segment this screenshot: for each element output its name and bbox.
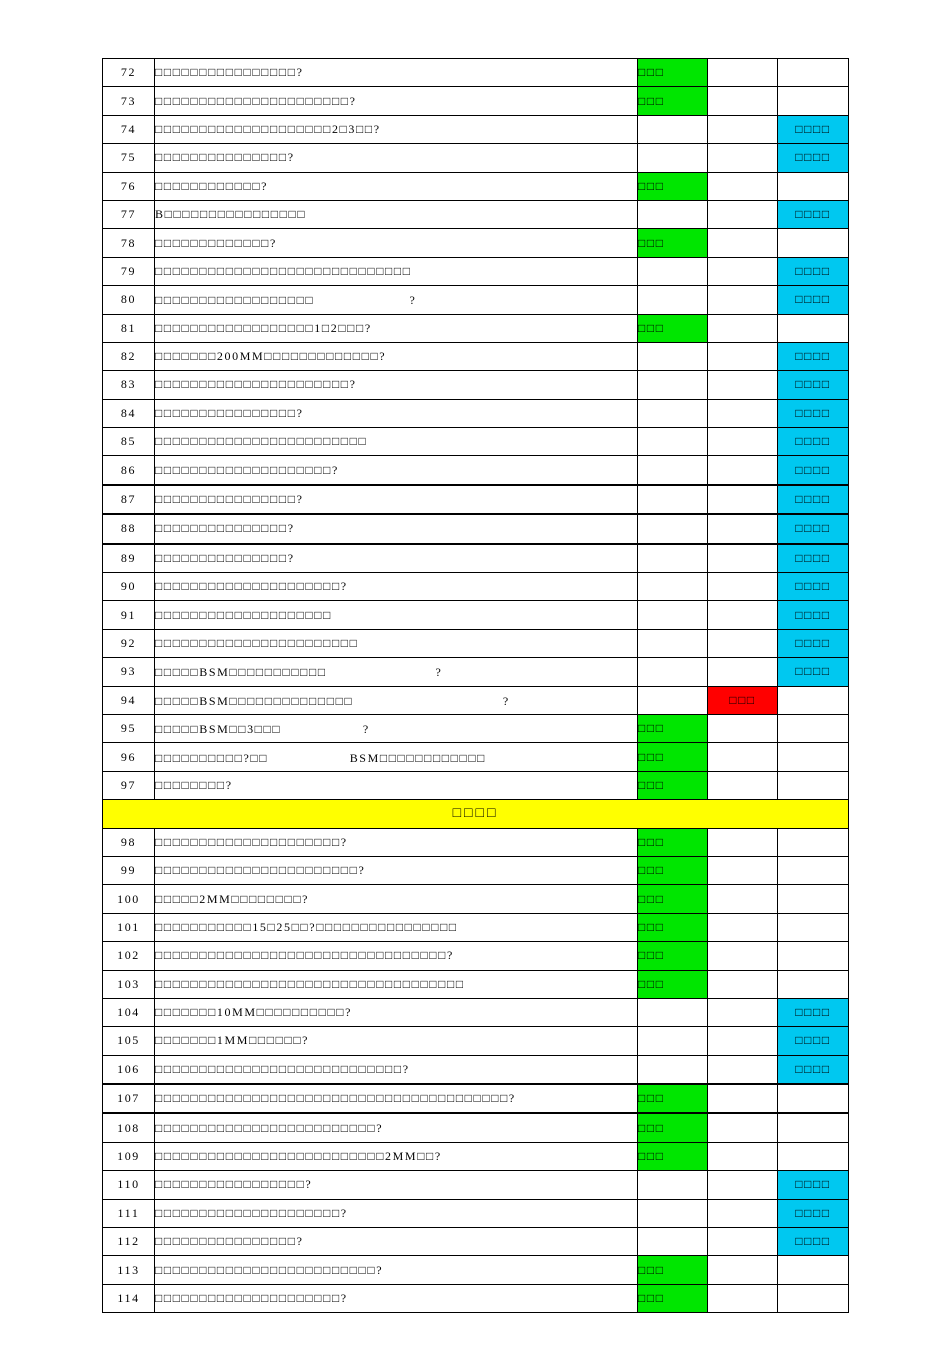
item-description: □□□□□□□□□□□□□□□□□□□□□□□?	[155, 856, 638, 884]
status-cell-empty	[708, 59, 778, 87]
status-cell-blue: □□□□	[778, 998, 849, 1026]
item-description: □□□□□□□□□□□□□□□□□□□□□□□□□□□□□	[155, 257, 638, 285]
item-description: □□□□□□□□□□□□□□□□?	[155, 485, 638, 514]
table-row	[103, 115, 849, 143]
row-number: 88	[103, 514, 155, 543]
table-row	[103, 998, 849, 1026]
table-row	[103, 514, 849, 543]
item-description: □□□□□2MM□□□□□□□□?	[155, 885, 638, 913]
item-description: □□□□□□□□□□□□□□□□□□□□□□□	[155, 629, 638, 657]
row-number: 105	[103, 1027, 155, 1055]
status-cell-blue: □□□□	[778, 257, 849, 285]
table-row	[103, 1284, 849, 1312]
item-description: □□□□□□□□□□□□□□□□?	[155, 399, 638, 427]
row-number: 110	[103, 1171, 155, 1199]
item-description: □□□□□□□□□□□□□□□□□□□□□□□□□□□□□□□□□?	[155, 942, 638, 970]
status-cell-empty	[638, 544, 708, 573]
status-cell-empty	[708, 1256, 778, 1284]
table-row	[103, 828, 849, 856]
status-cell-empty	[778, 743, 849, 771]
status-cell-green: □□□	[638, 828, 708, 856]
table-row	[103, 1084, 849, 1113]
status-cell-empty	[638, 1171, 708, 1199]
status-cell-blue: □□□□	[778, 514, 849, 543]
table-row	[103, 856, 849, 884]
status-cell-blue: □□□□	[778, 144, 849, 172]
status-cell-empty	[708, 942, 778, 970]
row-number: 75	[103, 144, 155, 172]
item-description: □□□□□□□□□□□□□□□□□□□□□□□□□□□□□□□□□□□□□□□□?	[155, 1084, 638, 1113]
checklist-body	[103, 59, 849, 1313]
status-cell-empty	[778, 686, 849, 714]
row-number: 86	[103, 456, 155, 485]
item-description: □□□□□□□□□□□□□□□?	[155, 514, 638, 543]
row-number: 89	[103, 544, 155, 573]
item-description: □□□□□□□1MM□□□□□□?	[155, 1027, 638, 1055]
table-row	[103, 629, 849, 657]
status-cell-empty	[778, 59, 849, 87]
status-cell-empty	[638, 257, 708, 285]
status-cell-green: □□□	[638, 1142, 708, 1170]
status-cell-empty	[708, 1284, 778, 1312]
item-description: □□□□□□□10MM□□□□□□□□□□?	[155, 998, 638, 1026]
row-number: 93	[103, 658, 155, 686]
status-cell-red: □□□	[708, 686, 778, 714]
status-cell-empty	[708, 399, 778, 427]
status-cell-blue: □□□□	[778, 1199, 849, 1227]
table-row	[103, 970, 849, 998]
status-cell-empty	[778, 314, 849, 342]
table-row	[103, 428, 849, 456]
status-cell-empty	[778, 913, 849, 941]
status-cell-empty	[778, 856, 849, 884]
status-cell-empty	[638, 200, 708, 228]
table-row	[103, 601, 849, 629]
row-number: 111	[103, 1199, 155, 1227]
table-row	[103, 1055, 849, 1084]
item-description: □□□□□□□□□□□□□□□?	[155, 544, 638, 573]
item-description: □□□□□□□□□□□□□□□□□□ ?	[155, 286, 638, 314]
status-cell-empty	[708, 714, 778, 742]
table-row	[103, 885, 849, 913]
row-number: 104	[103, 998, 155, 1026]
item-description: □□□□□□□□□□□□□□□□□□□□□?	[155, 573, 638, 601]
table-row	[103, 1027, 849, 1055]
status-cell-empty	[708, 544, 778, 573]
status-cell-empty	[708, 1199, 778, 1227]
table-row	[103, 456, 849, 485]
table-row	[103, 371, 849, 399]
row-number: 76	[103, 172, 155, 200]
status-cell-empty	[638, 998, 708, 1026]
status-cell-empty	[638, 1055, 708, 1084]
status-cell-empty	[708, 485, 778, 514]
item-description: □□□□□□□□□□□□□□□□□□□□□□?	[155, 87, 638, 115]
table-row	[103, 1171, 849, 1199]
item-description: □□□□□□□□□□□□□□□□□□□□□?	[155, 1284, 638, 1312]
status-cell-empty	[708, 342, 778, 370]
status-cell-empty	[708, 229, 778, 257]
status-cell-empty	[638, 115, 708, 143]
row-number: 112	[103, 1228, 155, 1256]
status-cell-green: □□□	[638, 314, 708, 342]
status-cell-green: □□□	[638, 885, 708, 913]
row-number: 92	[103, 629, 155, 657]
row-number: 72	[103, 59, 155, 87]
status-cell-green: □□□	[638, 1284, 708, 1312]
row-number: 114	[103, 1284, 155, 1312]
status-cell-empty	[708, 1027, 778, 1055]
status-cell-blue: □□□□	[778, 342, 849, 370]
item-description: □□□□□□□□□□□□□□□□□□□□?	[155, 456, 638, 485]
row-number: 101	[103, 913, 155, 941]
status-cell-blue: □□□□	[778, 1228, 849, 1256]
row-number: 97	[103, 771, 155, 799]
item-description: □□□□□BSM□□3□□□ ?	[155, 714, 638, 742]
row-number: 113	[103, 1256, 155, 1284]
status-cell-empty	[638, 428, 708, 456]
status-cell-empty	[638, 573, 708, 601]
item-description: □□□□□□□□□□□□□□□□□□□□□□□□	[155, 428, 638, 456]
status-cell-blue: □□□□	[778, 200, 849, 228]
row-number: 98	[103, 828, 155, 856]
table-row	[103, 87, 849, 115]
status-cell-empty	[708, 428, 778, 456]
item-description: □□□□□□□□□□□□□□□□□□□□□□?	[155, 371, 638, 399]
status-cell-empty	[708, 885, 778, 913]
status-cell-empty	[778, 942, 849, 970]
row-number: 85	[103, 428, 155, 456]
status-cell-empty	[778, 1084, 849, 1113]
status-cell-empty	[778, 828, 849, 856]
row-number: 109	[103, 1142, 155, 1170]
row-number: 82	[103, 342, 155, 370]
row-number: 80	[103, 286, 155, 314]
status-cell-green: □□□	[638, 856, 708, 884]
table-row	[103, 485, 849, 514]
status-cell-empty	[708, 913, 778, 941]
status-cell-empty	[708, 658, 778, 686]
table-row	[103, 399, 849, 427]
status-cell-empty	[638, 144, 708, 172]
status-cell-blue: □□□□	[778, 371, 849, 399]
status-cell-empty	[638, 514, 708, 543]
status-cell-empty	[778, 172, 849, 200]
table-row	[103, 714, 849, 742]
row-number: 102	[103, 942, 155, 970]
status-cell-empty	[708, 257, 778, 285]
status-cell-blue: □□□□	[778, 115, 849, 143]
status-cell-green: □□□	[638, 1256, 708, 1284]
status-cell-green: □□□	[638, 771, 708, 799]
table-row	[103, 913, 849, 941]
status-cell-empty	[708, 456, 778, 485]
status-cell-empty	[708, 771, 778, 799]
status-cell-empty	[778, 1256, 849, 1284]
item-description: □□□□□□□□□□□15□25□□?□□□□□□□□□□□□□□□□	[155, 913, 638, 941]
item-description: □□□□□□□□□□□□□□□□□□1□2□□□?	[155, 314, 638, 342]
item-description: □□□□□□□200MM□□□□□□□□□□□□□?	[155, 342, 638, 370]
status-cell-empty	[708, 856, 778, 884]
status-cell-blue: □□□□	[778, 658, 849, 686]
status-cell-blue: □□□□	[778, 629, 849, 657]
status-cell-green: □□□	[638, 942, 708, 970]
status-cell-blue: □□□□	[778, 1171, 849, 1199]
table-row	[103, 573, 849, 601]
item-description: □□□□□BSM□□□□□□□□□□□ ?	[155, 658, 638, 686]
status-cell-green: □□□	[638, 714, 708, 742]
status-cell-empty	[708, 1084, 778, 1113]
row-number: 87	[103, 485, 155, 514]
status-cell-empty	[638, 371, 708, 399]
table-row	[103, 942, 849, 970]
item-description: □□□□□□□□□□□□□□□□□?	[155, 1171, 638, 1199]
status-cell-green: □□□	[638, 1113, 708, 1142]
status-cell-empty	[778, 1284, 849, 1312]
table-row	[103, 229, 849, 257]
item-description: □□□□□□□□□□□□□□□□□□□□□?	[155, 1199, 638, 1227]
status-cell-empty	[708, 1055, 778, 1084]
status-cell-blue: □□□□	[778, 485, 849, 514]
status-cell-green: □□□	[638, 913, 708, 941]
table-row	[103, 286, 849, 314]
item-description: □□□□□□□□□□□□□□□□□□□□□□□□□?	[155, 1113, 638, 1142]
item-description: B□□□□□□□□□□□□□□□□	[155, 200, 638, 228]
status-cell-empty	[638, 601, 708, 629]
row-number: 103	[103, 970, 155, 998]
table-row	[103, 1142, 849, 1170]
item-description: □□□□□□□□□□?□□ BSM□□□□□□□□□□□□	[155, 743, 638, 771]
status-cell-empty	[708, 144, 778, 172]
table-row	[103, 658, 849, 686]
item-description: □□□□□□□□□□□□□□□□?	[155, 59, 638, 87]
status-cell-empty	[708, 87, 778, 115]
table-row	[103, 257, 849, 285]
row-number: 95	[103, 714, 155, 742]
row-number: 77	[103, 200, 155, 228]
item-description: □□□□□BSM□□□□□□□□□□□□□□ ?	[155, 686, 638, 714]
table-row	[103, 144, 849, 172]
section-header-row	[103, 800, 849, 828]
status-cell-empty	[778, 885, 849, 913]
status-cell-empty	[708, 514, 778, 543]
checklist-table	[102, 58, 849, 1313]
table-row	[103, 314, 849, 342]
status-cell-empty	[708, 286, 778, 314]
status-cell-empty	[708, 371, 778, 399]
table-row	[103, 1228, 849, 1256]
row-number: 90	[103, 573, 155, 601]
table-row	[103, 1256, 849, 1284]
status-cell-empty	[638, 686, 708, 714]
item-description: □□□□□□□□□□□□□□□□□□□□2□3□□?	[155, 115, 638, 143]
status-cell-empty	[778, 714, 849, 742]
row-number: 100	[103, 885, 155, 913]
table-row	[103, 342, 849, 370]
item-description: □□□□□□□□□□□□□?	[155, 229, 638, 257]
status-cell-green: □□□	[638, 743, 708, 771]
status-cell-empty	[638, 456, 708, 485]
status-cell-empty	[708, 601, 778, 629]
row-number: 81	[103, 314, 155, 342]
status-cell-green: □□□	[638, 59, 708, 87]
status-cell-empty	[638, 658, 708, 686]
status-cell-green: □□□	[638, 229, 708, 257]
status-cell-empty	[708, 314, 778, 342]
status-cell-empty	[638, 1199, 708, 1227]
status-cell-empty	[708, 1142, 778, 1170]
item-description: □□□□□□□□□□□□□□□□□□□□□?	[155, 828, 638, 856]
table-row	[103, 686, 849, 714]
status-cell-empty	[638, 629, 708, 657]
status-cell-empty	[708, 743, 778, 771]
table-row	[103, 1199, 849, 1227]
item-description: □□□□□□□□□□□□□□□□□□□□	[155, 601, 638, 629]
status-cell-blue: □□□□	[778, 601, 849, 629]
item-description: □□□□□□□□□□□□?	[155, 172, 638, 200]
row-number: 99	[103, 856, 155, 884]
status-cell-empty	[778, 229, 849, 257]
table-row	[103, 200, 849, 228]
table-row	[103, 59, 849, 87]
status-cell-blue: □□□□	[778, 399, 849, 427]
status-cell-empty	[778, 771, 849, 799]
row-number: 106	[103, 1055, 155, 1084]
status-cell-blue: □□□□	[778, 428, 849, 456]
status-cell-empty	[778, 87, 849, 115]
item-description: □□□□□□□□□□□□□□□□□□□□□□□□□□□□□□□□□□□	[155, 970, 638, 998]
status-cell-empty	[708, 1228, 778, 1256]
status-cell-empty	[638, 399, 708, 427]
status-cell-empty	[778, 970, 849, 998]
status-cell-blue: □□□□	[778, 456, 849, 485]
status-cell-green: □□□	[638, 87, 708, 115]
row-number: 94	[103, 686, 155, 714]
status-cell-blue: □□□□	[778, 286, 849, 314]
table-row	[103, 743, 849, 771]
table-row	[103, 771, 849, 799]
table-row	[103, 172, 849, 200]
status-cell-empty	[708, 629, 778, 657]
status-cell-empty	[638, 342, 708, 370]
status-cell-empty	[708, 200, 778, 228]
row-number: 107	[103, 1084, 155, 1113]
status-cell-blue: □□□□	[778, 1027, 849, 1055]
item-description: □□□□□□□□□□□□□□□□□□□□□□□□□□2MM□□?	[155, 1142, 638, 1170]
item-description: □□□□□□□□□□□□□□□□□□□□□□□□□□□□?	[155, 1055, 638, 1084]
status-cell-empty	[778, 1142, 849, 1170]
row-number: 74	[103, 115, 155, 143]
status-cell-empty	[708, 828, 778, 856]
row-number: 84	[103, 399, 155, 427]
row-number: 83	[103, 371, 155, 399]
status-cell-blue: □□□□	[778, 573, 849, 601]
table-row	[103, 1113, 849, 1142]
status-cell-empty	[638, 1228, 708, 1256]
row-number: 91	[103, 601, 155, 629]
row-number: 79	[103, 257, 155, 285]
status-cell-empty	[708, 172, 778, 200]
status-cell-empty	[638, 1027, 708, 1055]
status-cell-green: □□□	[638, 1084, 708, 1113]
status-cell-empty	[708, 573, 778, 601]
status-cell-empty	[708, 970, 778, 998]
status-cell-blue: □□□□	[778, 1055, 849, 1084]
item-description: □□□□□□□□?	[155, 771, 638, 799]
row-number: 78	[103, 229, 155, 257]
status-cell-empty	[708, 1113, 778, 1142]
status-cell-empty	[638, 286, 708, 314]
table-row	[103, 544, 849, 573]
item-description: □□□□□□□□□□□□□□□□□□□□□□□□□?	[155, 1256, 638, 1284]
row-number: 108	[103, 1113, 155, 1142]
item-description: □□□□□□□□□□□□□□□□?	[155, 1228, 638, 1256]
row-number: 73	[103, 87, 155, 115]
status-cell-green: □□□	[638, 970, 708, 998]
section-title: □□□□	[103, 800, 849, 828]
status-cell-empty	[708, 998, 778, 1026]
status-cell-blue: □□□□	[778, 544, 849, 573]
item-description: □□□□□□□□□□□□□□□?	[155, 144, 638, 172]
status-cell-empty	[778, 1113, 849, 1142]
status-cell-empty	[708, 1171, 778, 1199]
status-cell-empty	[638, 485, 708, 514]
status-cell-green: □□□	[638, 172, 708, 200]
row-number: 96	[103, 743, 155, 771]
status-cell-empty	[708, 115, 778, 143]
